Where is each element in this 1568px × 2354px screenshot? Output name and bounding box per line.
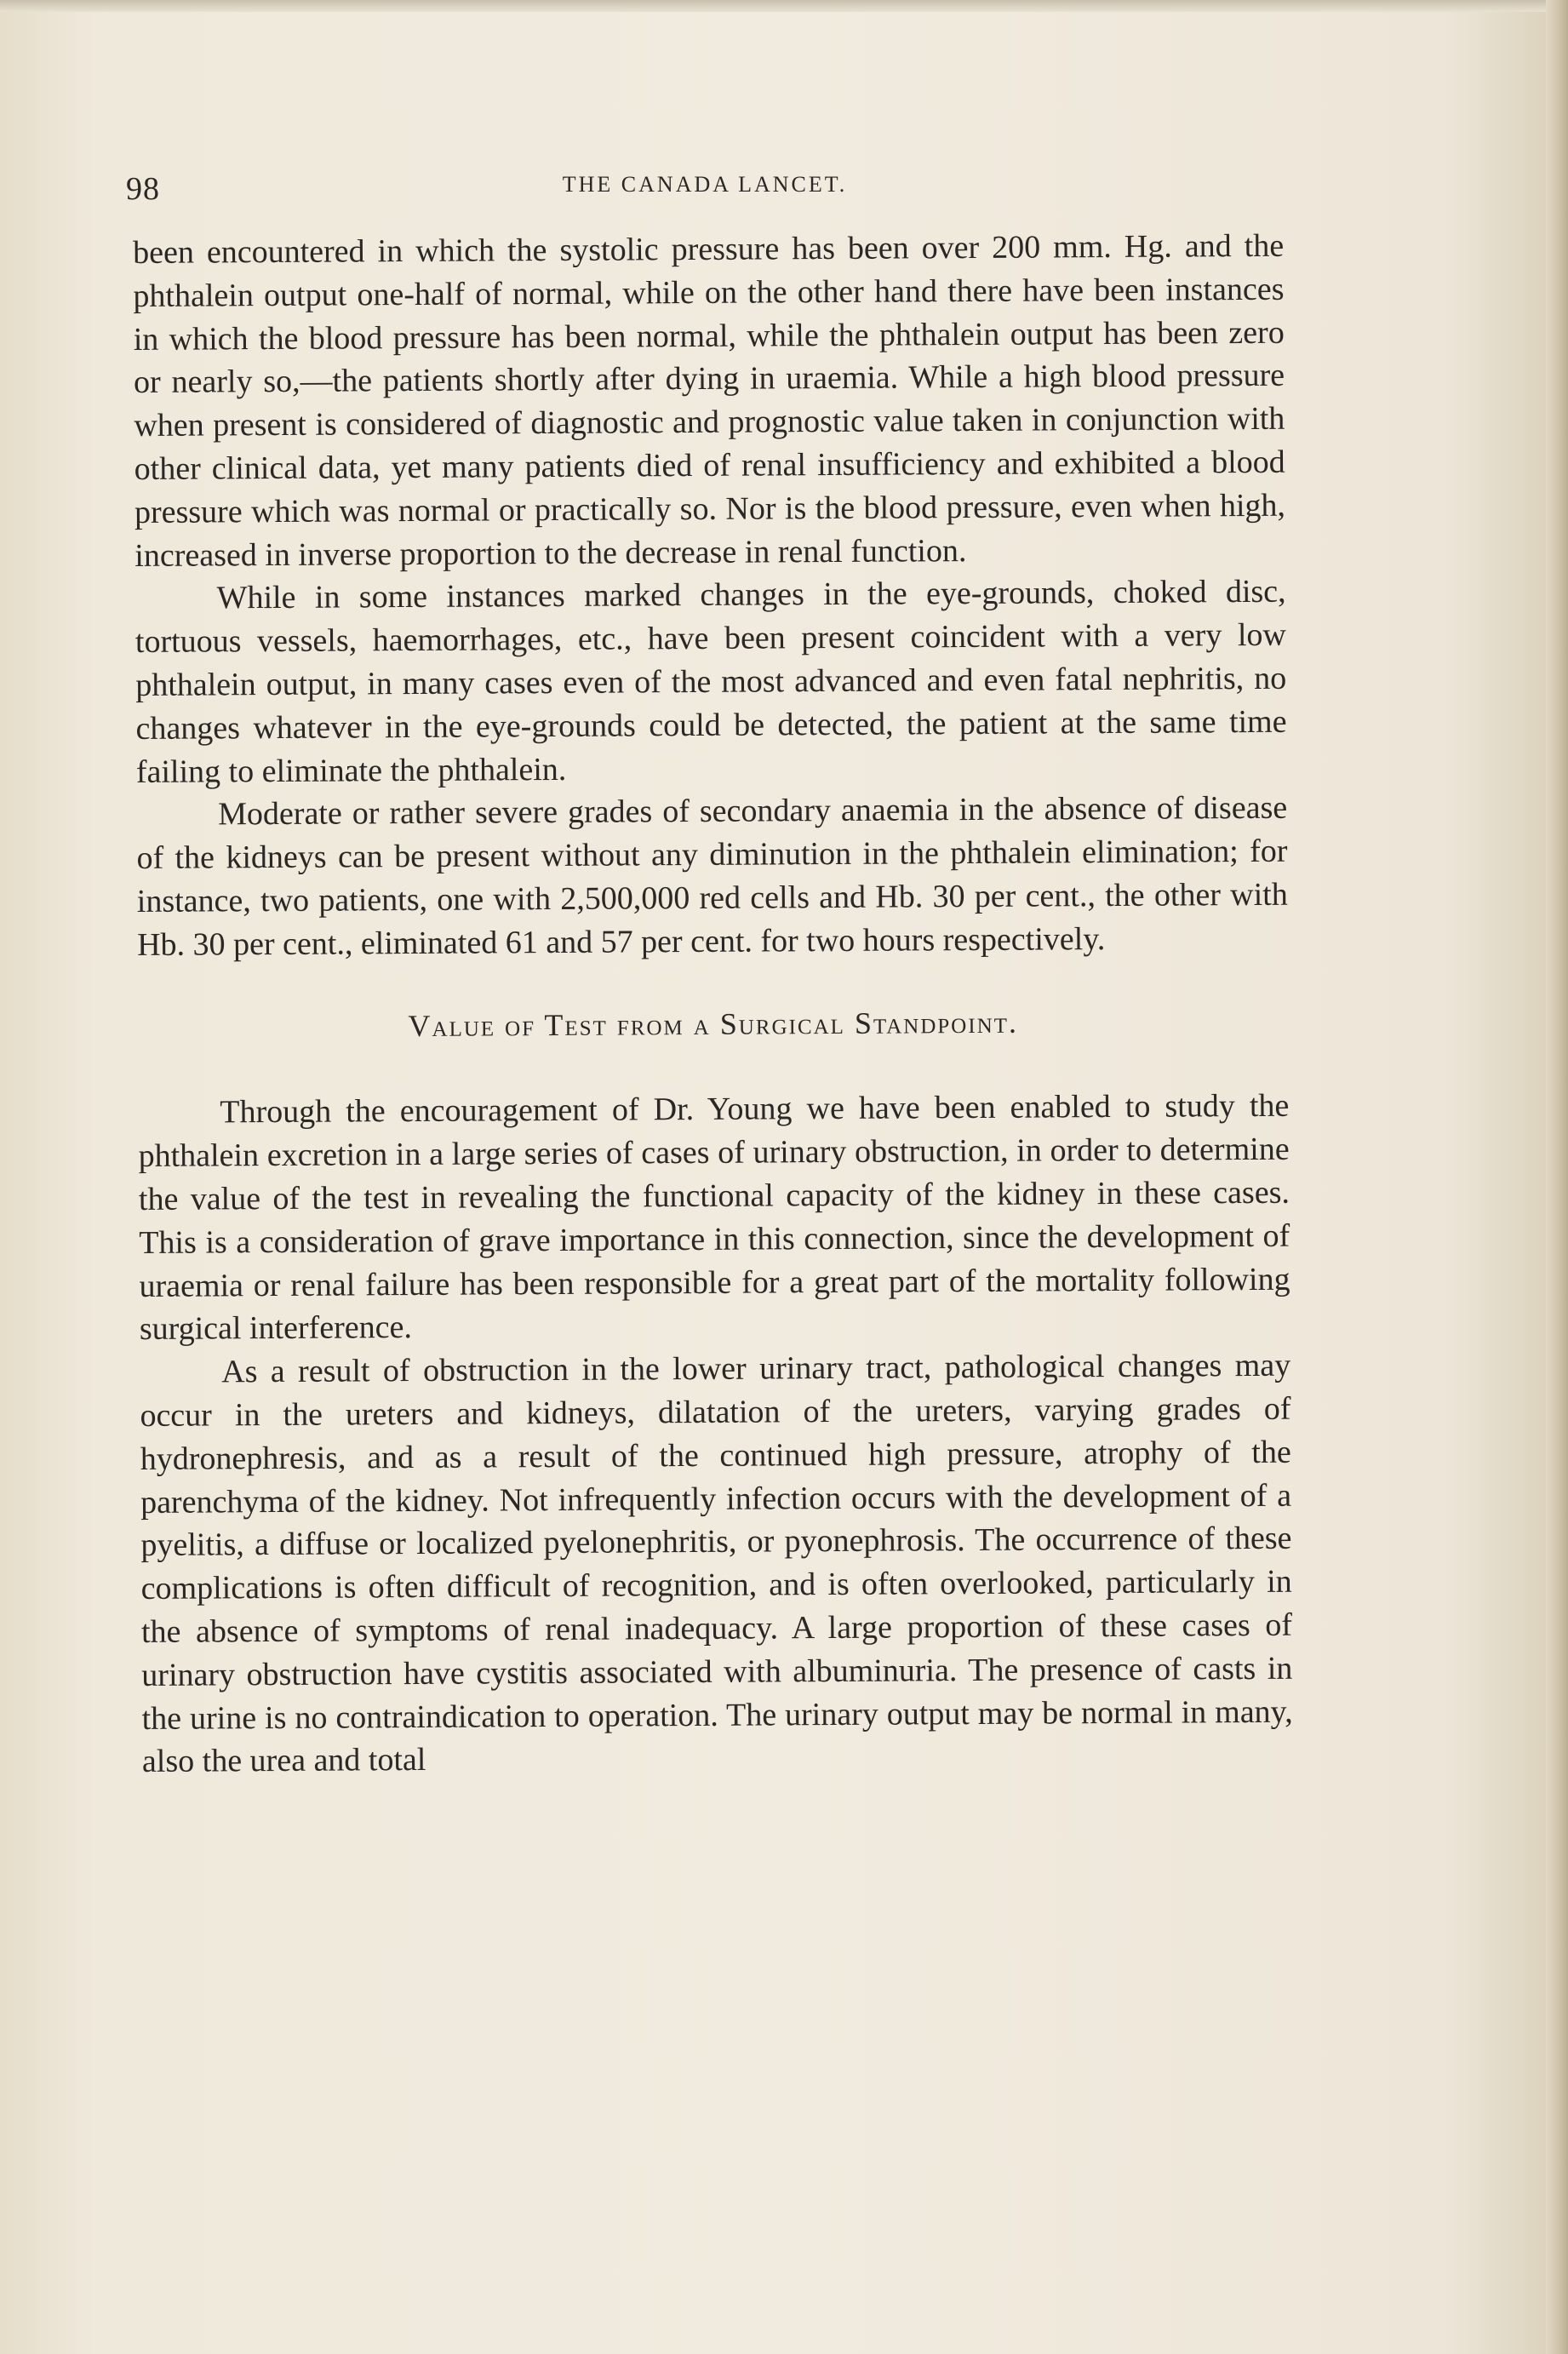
paragraph-anaemia: Moderate or rather severe grades of secondary anaemia in the absence of disease of the kidneys can be present without any diminution in the phthalein elimination; for instance, two patients, one with 2,500,000 red cells and Hb. 30 per cent., the other with Hb. 30 per cent., eliminated 61 and 57 per cent. for two hours respectively. (136, 790, 1288, 963)
journal-title: THE CANADA LANCET. (562, 172, 848, 197)
paragraph-surgical-study: Through the encouragement of Dr. Young we have been enabled to study the phthalein excretion in a large series of cases of urinary obstruction, in order to determine the value of the test in revealing the functional capacity of the kidney in these cases. This is a consideration of grave importance in this connection, since the development of uraemia or renal failure has been responsible for a great part of the mortality following surgical interference. (138, 1088, 1290, 1348)
page-right-edge (1546, 0, 1568, 2354)
paragraph-continued: been encountered in which the systolic pressure has been over 200 mm. Hg. and the phthalein output one-half of normal, while on the other hand there have been instances in which the blood pressure has been normal, while the phthalein output has been zero or nearly so,—the patients shortly after dying in uraemia. While a high blood pressure when present is considered of diagnostic and prognostic value taken in conjunction with other clinical data, yet many patients died of renal insufficiency and exhibited a blood pressure which was normal or practically so. Nor is the blood pressure, even when high, increased in inverse proportion to the decrease in renal function. (133, 227, 1286, 574)
article-body (133, 225, 1293, 1784)
paragraph-eye-grounds: While in some instances marked changes in the eye-grounds, choked disc, tortuous vessels, haemorrhages, etc., have been present coincident with a very low phthalein output, in many cases even of the most advanced and even fatal nephritis, no changes whatever in the eye-grounds could be detected, the patient at the same time failing to eliminate the phthalein. (134, 574, 1287, 790)
paragraph-obstruction: As a result of obstruction in the lower urinary tract, pathological changes may occur in the ureters and kidneys, dilatation of the ureters, varying grades of hydronephresis, and as a result of the continued high pressure, atrophy of the parenchyma of the kidney. Not infrequently infection occurs with the development of a pyelitis, a diffuse or localized pyelonephritis, or pyonephrosis. The occurrence of these complications is often difficult of recognition, and is often overlooked, particularly in the absence of symptoms of renal inadequacy. A large proportion of these cases of urinary obstruction have cystitis associated with albuminuria. The presence of casts in the urine is no contraindication to operation. The urinary output may be normal in many, also the urea and total (140, 1347, 1293, 1780)
section-heading: Value of Test from a Surgical Standpoint. (408, 1005, 1019, 1043)
running-head (126, 162, 1284, 213)
page-number: 98 (126, 171, 160, 207)
page-top-edge (0, 0, 1568, 12)
